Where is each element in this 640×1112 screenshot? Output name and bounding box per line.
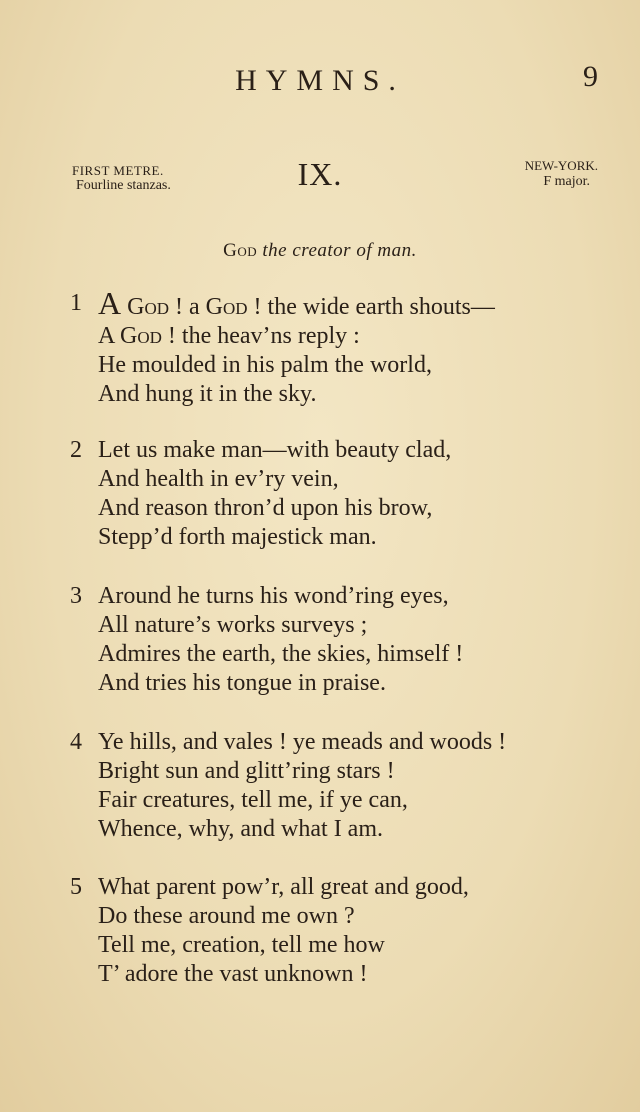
verse-line: Do these around me own ? (98, 903, 355, 929)
stanza-2 (70, 436, 610, 552)
verse-line: Stepp’d forth majestick man. (98, 524, 377, 550)
stanza-3 (70, 582, 610, 698)
stanza-5 (70, 873, 610, 989)
verse-smallcaps: God (121, 294, 169, 320)
verse-line: What parent pow’r, all great and good, (98, 874, 469, 900)
verse-line: And tries his tongue in praise. (98, 670, 386, 696)
stanza-4 (70, 728, 610, 844)
verse-line: Whence, why, and what I am. (98, 816, 383, 842)
verse-line: And health in ev’ry vein, (98, 466, 339, 492)
tune-key: F major. (543, 174, 590, 189)
tune-info (525, 158, 598, 190)
stanza-number: 3 (70, 583, 82, 609)
verse-line: Fair creatures, tell me, if ye can, (98, 787, 408, 813)
verse-line: And hung it in the sky. (98, 381, 317, 407)
running-head: HYMNS. (235, 64, 405, 97)
verse-line: Bright sun and glitt’ring stars ! (98, 758, 395, 784)
hymn-number: IX. (297, 156, 343, 192)
page-number: 9 (583, 60, 598, 93)
verse-line: Tell me, creation, tell me how (98, 932, 385, 958)
stanza-1 (70, 285, 610, 409)
verse-smallcaps: God (205, 294, 248, 320)
verse-text: ! a (169, 294, 206, 320)
verse-line: Admires the earth, the skies, himself ! (98, 641, 464, 667)
stanza-number: 4 (70, 729, 82, 755)
verse-line: T’ adore the vast unknown ! (98, 961, 368, 987)
verse-line: Let us make man—with beauty clad, (98, 437, 452, 463)
verse-line: Ye hills, and vales ! ye meads and woods ! (98, 729, 507, 755)
tune-name: NEW-YORK. (524, 158, 598, 173)
verse-text: ! the wide earth shouts— (247, 294, 495, 320)
stanza-number: 5 (70, 874, 82, 900)
hymn-title (0, 240, 640, 262)
stanza-form: Fourline stanzas. (76, 178, 171, 193)
verse-line: He moulded in his palm the world, (98, 352, 432, 378)
verse-text: ! the heav’ns reply : (161, 323, 360, 349)
verse-line (98, 322, 610, 351)
metre-name: FIRST METRE. (72, 163, 164, 178)
verse-line: Around he turns his wond’ring eyes, (98, 583, 449, 609)
verse-smallcaps: God (120, 323, 162, 349)
verse-text: A (98, 323, 121, 349)
hymn-title-rest: the creator of man. (257, 240, 417, 261)
stanza-number: 2 (70, 437, 82, 463)
hymn-title-god: God (223, 240, 258, 261)
verse-line: All nature’s works surveys ; (98, 612, 368, 638)
verse-line: And reason thron’d upon his brow, (98, 495, 433, 521)
drop-initial: A (98, 285, 122, 321)
verse-line (98, 285, 610, 322)
stanza-number: 1 (70, 290, 82, 316)
